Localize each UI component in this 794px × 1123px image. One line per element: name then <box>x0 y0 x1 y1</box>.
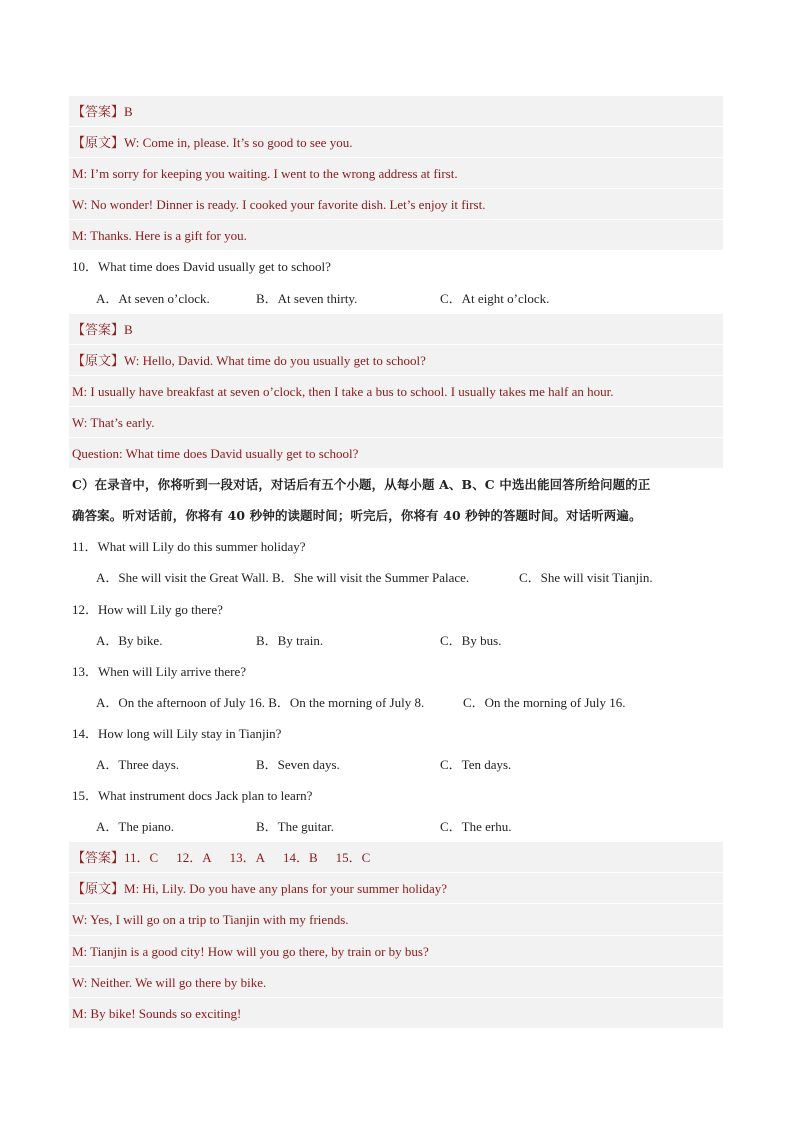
option-c: C．She will visit Tianjin. <box>519 570 653 586</box>
transcript-text: W: Hello, David. What time do you usually get to school? <box>124 352 426 368</box>
question-12: 12．How will Lily go there? <box>72 601 223 617</box>
transcript-line: M: I usually have breakfast at seven o’clock, then I take a bus to school. I usually takes me half an hour. <box>69 376 723 407</box>
option-c: C．Ten days. <box>440 756 512 772</box>
answer-value: B <box>124 104 133 119</box>
transcript-line: M: By bike! Sounds so exciting! <box>69 998 723 1029</box>
option-b: B．By train. <box>256 632 324 648</box>
option-a-b: A．She will visit the Great Wall. B．She will visit the Summer Palace. <box>96 570 470 586</box>
option-b: B．Seven days. <box>256 756 340 772</box>
answer-tag: 【答案】 <box>72 850 125 866</box>
options-10 <box>69 283 723 314</box>
transcript-line: W: No wonder! Dinner is ready. I cooked your favorite dish. Let’s enjoy it first. <box>69 189 723 220</box>
question-15: 15．What instrument docs Jack plan to learn? <box>72 788 313 804</box>
answer-tag: 【答案】 <box>72 321 125 337</box>
answer-13: 13．A <box>229 850 265 866</box>
transcript-line: W: Neither. We will go there by bike. <box>69 967 723 998</box>
option-a: A．Three days. <box>96 756 180 772</box>
question-14: 14．How long will Lily stay in Tianjin? <box>72 725 282 741</box>
question-13: 13．When will Lily arrive there? <box>72 663 246 679</box>
transcript-tag: 【原文】 <box>72 135 125 151</box>
options-12 <box>69 625 723 656</box>
transcript-line: W: That’s early. <box>69 407 723 438</box>
option-c: C．At eight o’clock. <box>440 290 550 306</box>
transcript-line: W: Yes, I will go on a trip to Tianjin with my friends. <box>69 904 723 935</box>
options-15 <box>69 811 723 842</box>
option-b: B．The guitar. <box>256 819 334 835</box>
options-14 <box>69 749 723 780</box>
transcript-line: M: I’m sorry for keeping you waiting. I went to the wrong address at first. <box>69 158 723 189</box>
answer-tag: 【答案】 <box>72 104 125 119</box>
options-11 <box>69 562 723 593</box>
transcript-line <box>69 127 723 158</box>
answer-value: B <box>124 321 133 337</box>
option-c: C．By bus. <box>440 632 502 648</box>
transcript-tag: 【原文】 <box>72 352 125 368</box>
option-a: A．The piano. <box>96 819 174 835</box>
option-c: C．On the morning of July 16. <box>463 694 626 710</box>
answer-line <box>69 314 723 345</box>
option-c: C．The erhu. <box>440 819 512 835</box>
transcript-line: M: Thanks. Here is a gift for you. <box>69 220 723 251</box>
option-b: B．At seven thirty. <box>256 290 358 306</box>
options-13 <box>69 687 723 718</box>
transcript-line: Question: What time does David usually get to school? <box>69 438 723 469</box>
option-a-b: A．On the afternoon of July 16. B．On the morning of July 8. <box>96 694 425 710</box>
transcript-line: M: Tianjin is a good city! How will you go there, by train or by bus? <box>69 936 723 967</box>
transcript-tag: 【原文】 <box>72 881 125 897</box>
section-instructions-line1: C）在录音中，你将听到一段对话，对话后有五个小题，从每小题 A、B、C 中选出能回答所给问题的正 <box>72 477 651 493</box>
option-a: A．By bike. <box>96 632 163 648</box>
answer-11: 11．C <box>124 850 159 866</box>
transcript-line <box>69 345 723 376</box>
transcript-line <box>69 873 723 904</box>
question-10: 10．What time does David usually get to school? <box>72 259 331 275</box>
transcript-text: W: Come in, please. It’s so good to see you. <box>124 135 353 151</box>
answer-line <box>69 96 723 127</box>
question-11: 11．What will Lily do this summer holiday? <box>72 539 306 555</box>
answer-12: 12．A <box>176 850 212 866</box>
answer-14: 14．B <box>283 850 318 866</box>
answer-15: 15．C <box>335 850 371 866</box>
document-page <box>69 96 723 1029</box>
transcript-text: M: Hi, Lily. Do you have any plans for your summer holiday? <box>124 881 448 897</box>
section-instructions-line2: 确答案。听对话前，你将有 40 秒钟的读题时间；听完后，你将有 40 秒钟的答题时间。对话听两遍。 <box>72 508 642 524</box>
answer-line <box>69 842 723 873</box>
option-a: A．At seven o’clock. <box>96 290 210 306</box>
